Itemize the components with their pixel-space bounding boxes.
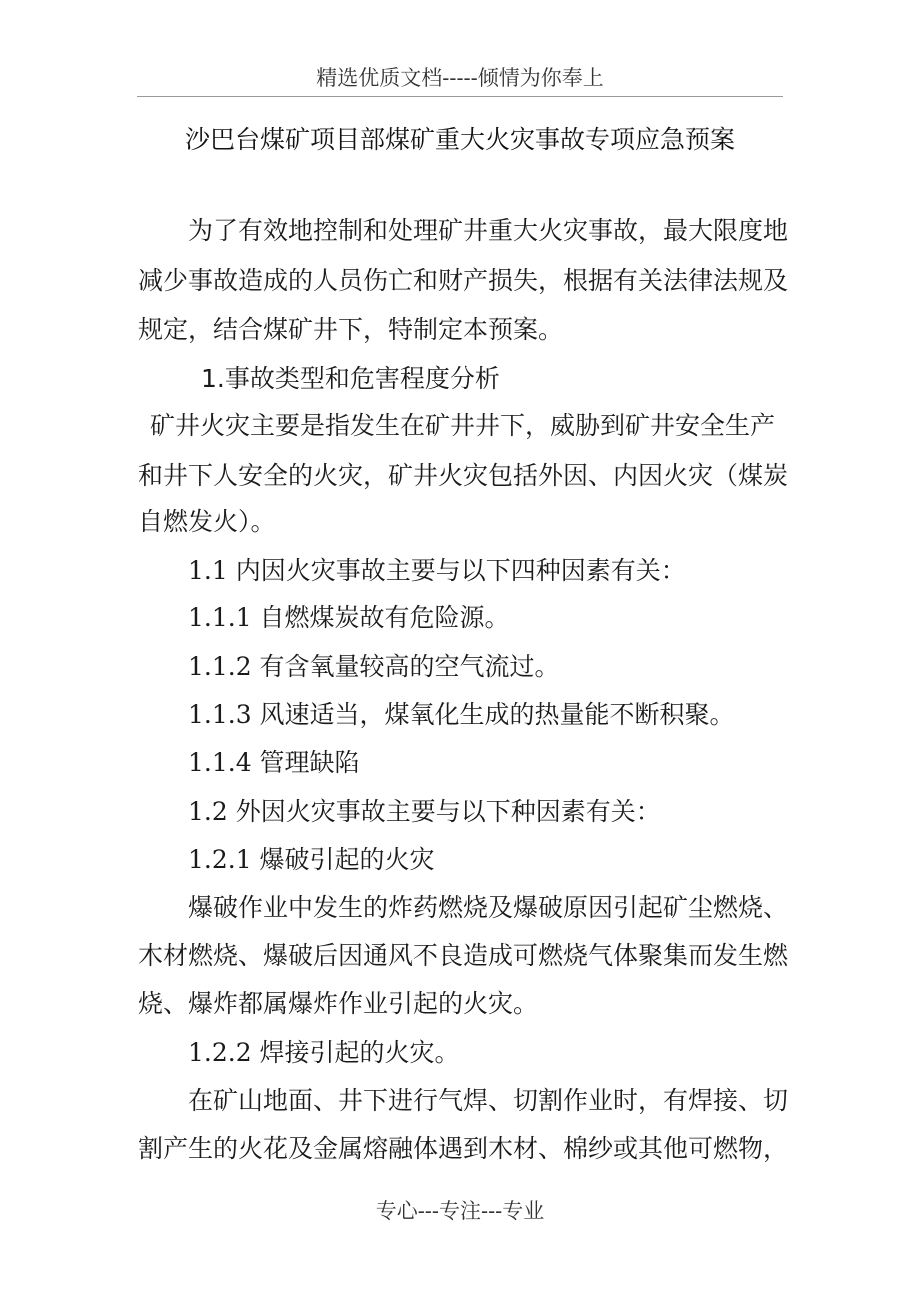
- paragraph-line: 和井下人安全的火灾，矿井火灾包括外因、内因火灾（煤炭: [138, 461, 789, 490]
- paragraph-line: 在矿山地面、井下进行气焊、切割作业时，有焊接、切: [188, 1086, 789, 1115]
- paragraph-line: 木材燃烧、爆破后因通风不良造成可燃烧气体聚集而发生燃: [138, 941, 789, 970]
- list-item: 1.1.1 自燃煤炭故有危险源。: [188, 603, 510, 632]
- paragraph-line: 规定，结合煤矿井下，特制定本预案。: [138, 315, 564, 344]
- paragraph-line: 减少事故造成的人员伤亡和财产损失，根据有关法律法规及: [138, 266, 789, 295]
- list-item: 1.2 外因火灾事故主要与以下种因素有关：: [188, 797, 661, 826]
- document-title: 沙巴台煤矿项目部煤矿重大火灾事故专项应急预案: [184, 125, 735, 154]
- paragraph-line: 割产生的火花及金属熔融体遇到木材、棉纱或其他可燃物，: [138, 1134, 789, 1163]
- paragraph-line: 为了有效地控制和处理矿井重大火灾事故，最大限度地: [188, 216, 789, 245]
- list-item: 1.1.2 有含氧量较高的空气流过。: [188, 652, 560, 681]
- list-item: 1.2.1 爆破引起的火灾: [188, 845, 435, 874]
- page-footer: 专心---专注---专业: [375, 1199, 545, 1223]
- list-item: 1.1 内因火灾事故主要与以下四种因素有关：: [188, 556, 686, 585]
- list-item: 1.1.4 管理缺陷: [188, 748, 360, 777]
- page-header: 精选优质文档-----倾情为你奉上: [316, 66, 604, 90]
- paragraph-line: 爆破作业中发生的炸药燃烧及爆破原因引起矿尘燃烧、: [188, 893, 789, 922]
- section-heading: 1.事故类型和危害程度分析: [201, 364, 500, 393]
- header-divider: [137, 96, 783, 97]
- paragraph-line: 烧、爆炸都属爆炸作业引起的火灾。: [138, 989, 539, 1018]
- paragraph-line: 矿井火灾主要是指发生在矿井井下，威胁到矿井安全生产: [150, 411, 776, 440]
- list-item: 1.2.2 焊接引起的火灾。: [188, 1038, 460, 1067]
- list-item: 1.1.3 风速适当，煤氧化生成的热量能不断积聚。: [188, 700, 735, 729]
- paragraph-line: 自燃发火）。: [138, 507, 276, 536]
